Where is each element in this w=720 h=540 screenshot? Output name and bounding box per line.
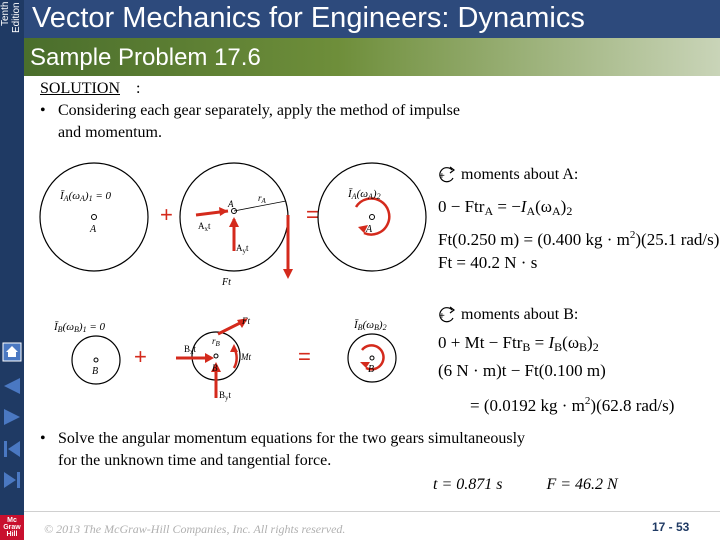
svg-text:rB: $r_B$: [212, 336, 220, 348]
gear-b-equation-3: = (0.0192 kg · $m^2)(62.8$ rad/s): [470, 395, 675, 415]
solution-label: SOLUTION: [40, 80, 120, 97]
svg-text:ĪA(ωA)2: ĪA(ωA)2: [348, 188, 381, 201]
gear-b-impulse-diagram: [36, 300, 436, 410]
svg-text:B: B: [212, 363, 218, 373]
last-slide-icon[interactable]: [0, 468, 24, 492]
eq-a2-omega: (25.1 rad/s): [641, 230, 720, 249]
gear-b-final: [348, 319, 396, 382]
edition-label: [0, 0, 24, 60]
gear-a-impulse-diagram: [36, 155, 436, 285]
gear-a-equation-3: Ft = 40.2 N · s: [438, 253, 538, 272]
step-2-line-1: Solve the angular momentum equations for the two gears simultaneously: [58, 430, 526, 447]
svg-text:+: +: [439, 311, 445, 322]
gear-b-equation-2: (6 N · m)t − Ft(0.100 m): [438, 361, 606, 380]
mcgraw-hill-logo: Mc Graw Hill: [0, 515, 24, 540]
svg-text:A: A: [228, 199, 234, 209]
svg-text:ĪB(ωB)1 = 0: ĪB(ωB)1 = 0: [54, 321, 105, 334]
plus-sign-a: +: [160, 202, 173, 227]
svg-text:ĪA(ωA)1 = 0: ĪA(ωA)1 = 0: [60, 190, 111, 203]
step-1-line-2: and momentum.: [58, 124, 162, 141]
section-title: Sample Problem 17.6: [30, 44, 261, 71]
rotation-icon-b: [436, 304, 458, 332]
gear-b-equation-1: $0 + Mt - Ftr_B = I_B(\omega_B)_2$: [438, 333, 599, 354]
bullet-2: •: [40, 430, 46, 447]
gear-a-initial: [40, 163, 148, 271]
svg-text:B: B: [92, 366, 99, 377]
plus-sign-b: +: [134, 344, 147, 369]
next-icon[interactable]: [0, 405, 24, 429]
svg-text:A: A: [90, 224, 97, 235]
section-bar: [24, 38, 720, 76]
eq-b1-lhs: 0 + Mt − Ftr: [438, 333, 523, 352]
page-title: Vector Mechanics for Engineers: Dynamics: [32, 2, 585, 34]
bullet-1: •: [40, 102, 46, 119]
page-number: 17 - 53: [652, 520, 690, 534]
edition-line-1: Tenth: [0, 2, 11, 27]
eq-a1-lhs: 0 − Ftr: [438, 197, 485, 216]
solution-colon: :: [136, 80, 141, 97]
first-slide-icon[interactable]: [0, 437, 24, 461]
svg-text:Ayt: $A_yt$: [236, 243, 249, 255]
svg-text:rA: $r_A$: [258, 193, 266, 205]
eq-a2-lhs: Ft(0.250 m): [438, 230, 520, 249]
svg-text:Axt: $A_xt$: [198, 221, 211, 233]
moments-about-a: moments about A:: [461, 166, 579, 183]
gear-a-impulses: [180, 163, 293, 285]
answers: [433, 476, 618, 494]
header-bar: [24, 0, 720, 38]
answer-t: t = 0.871 s: [433, 476, 503, 493]
eq-b3-rhs: = (0.0192 kg · m: [470, 396, 585, 415]
home-icon[interactable]: [0, 340, 24, 364]
svg-text:B: B: [368, 364, 375, 375]
gear-a-equation-2: Ft(0.250 m) = (0.400 kg · $m^2)(25.1$ rad/s): [438, 229, 720, 249]
gear-a-final: [318, 163, 426, 271]
gear-a-equation-1: $0 - Ftr_A = -I_A(\omega_A)_2$: [438, 197, 573, 218]
edition-line-2: Edition: [11, 2, 22, 33]
sidebar: [0, 0, 24, 540]
svg-text:ĪB(ωB)2: ĪB(ωB)2: [354, 319, 387, 332]
svg-text:Mt: Mt: [241, 352, 251, 362]
step-2-line-2: for the unknown time and tangential force.: [58, 452, 332, 469]
svg-text:+: +: [439, 171, 445, 182]
svg-text:Ft: Ft: [242, 316, 250, 326]
equals-sign-a: =: [306, 202, 319, 227]
eq-b3-omega: (62.8 rad/s): [596, 396, 675, 415]
gear-b-impulses: [176, 316, 251, 402]
svg-text:Bxt: $B_xt$: [184, 344, 197, 356]
footer-divider: [24, 511, 720, 512]
eq-a2-rhs: (0.400 kg · m: [537, 230, 630, 249]
svg-text:A: A: [366, 224, 373, 235]
svg-text:Byt: $B_yt$: [219, 390, 232, 402]
copyright-notice: © 2013 The McGraw-Hill Companies, Inc. All rights reserved.: [44, 522, 346, 536]
answer-f: F = 46.2 N: [546, 476, 618, 493]
step-1-line-1: Considering each gear separately, apply the method of impulse: [58, 102, 460, 119]
gear-b-initial: [53, 321, 120, 384]
moments-about-b: moments about B:: [461, 306, 579, 323]
equals-sign-b: =: [298, 344, 311, 369]
rotation-icon-a: [436, 164, 458, 192]
previous-icon[interactable]: [0, 374, 24, 398]
svg-text:Ft: Ft: [222, 277, 231, 285]
